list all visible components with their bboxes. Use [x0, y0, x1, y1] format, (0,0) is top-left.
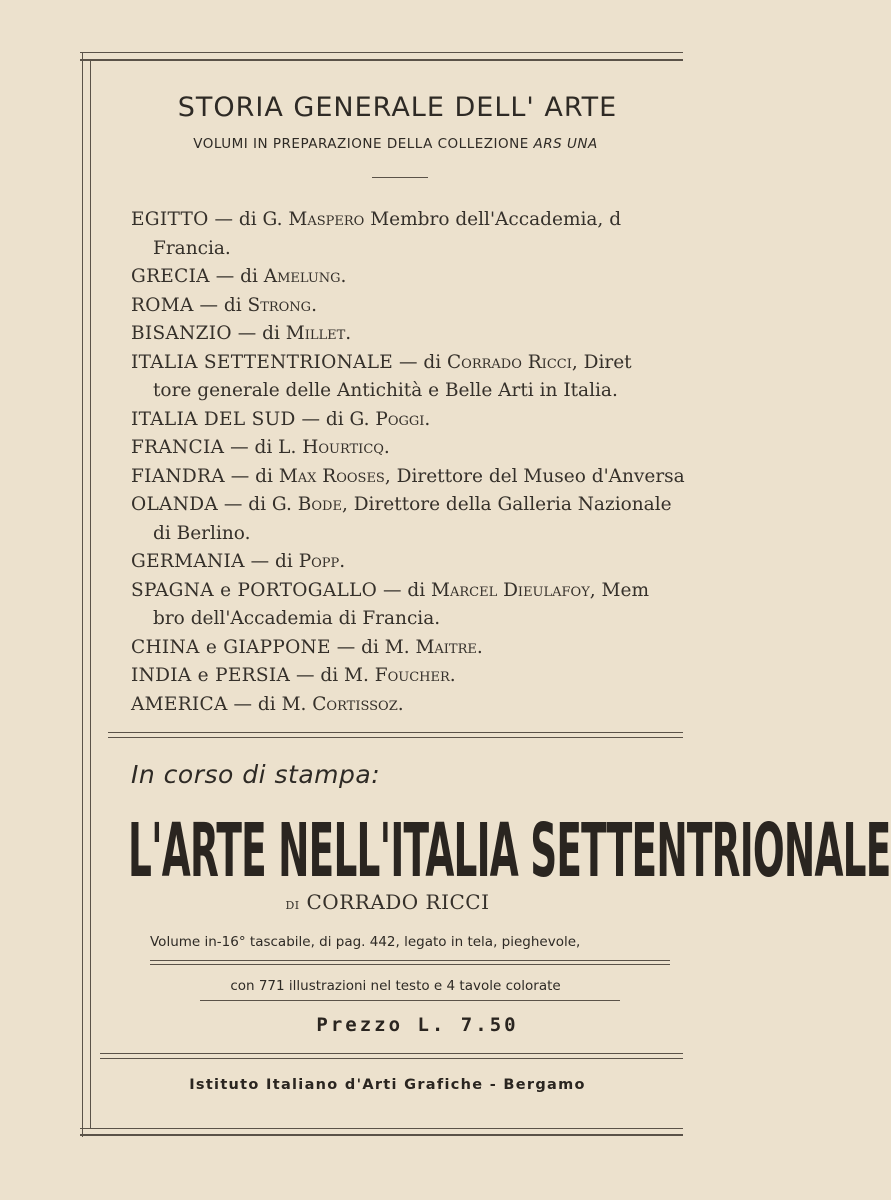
- volume-rule: [150, 960, 670, 961]
- volume-entry: BISANZIO — di Millet.: [131, 323, 352, 344]
- volume-list: [131, 206, 731, 719]
- volume-author: Corrado Ricci: [447, 351, 572, 373]
- volume-country: GERMANIA: [131, 551, 245, 572]
- volume-country: ITALIA SETTENTRIONALE: [131, 351, 394, 373]
- series-name: ARS UNA: [533, 136, 598, 152]
- volume-country: CHINA e GIAPPONE: [131, 636, 331, 658]
- volume-country: ITALIA DEL SUD: [131, 408, 296, 430]
- volume-description: Volume in-16° tascabile, di pag. 442, legato in tela, pieghevole,: [150, 934, 581, 950]
- book-title: L'ARTE NELL'ITALIA SETTENTRIONALE: [128, 808, 891, 895]
- volume-country: BISANZIO: [131, 323, 232, 344]
- volume-country: ROMA: [131, 294, 194, 316]
- volume-note: Membro dell'Accademia, d: [364, 209, 622, 230]
- volume-entry: FRANCIA — di L. Hourticq.: [131, 437, 390, 458]
- volume-author: G. Poggi.: [349, 408, 431, 430]
- subtitle-prefix: VOLUMI IN PREPARAZIONE DELLA COLLEZIONE: [193, 136, 529, 152]
- volume-author: Millet.: [285, 323, 352, 344]
- in-press-label: In corso di stampa:: [131, 760, 381, 789]
- volume-entry: AMERICA — di M. Cortissoz.: [131, 693, 404, 715]
- volume-entry: ITALIA SETTENTRIONALE — di Corrado Ricci, Diret tore generale delle Antichità e Belle Arti in Italia.: [131, 349, 731, 406]
- volume-country: AMERICA: [131, 693, 228, 715]
- bottom-rule-thick: [80, 1134, 683, 1136]
- page-subtitle: [92, 136, 691, 152]
- volume-author: M. Foucher.: [344, 665, 456, 686]
- page-title: STORIA GENERALE DELL' ARTE: [177, 92, 618, 123]
- top-rule-thick: [80, 59, 683, 61]
- author-name: CORRADO RICCI: [306, 890, 490, 914]
- volume-rule-2: [150, 964, 670, 965]
- volume-country: FIANDRA: [131, 465, 225, 487]
- volume-continuation: bro dell'Accademia di Francia.: [153, 608, 441, 629]
- publisher: Istituto Italiano d'Arti Grafiche - Bergamo: [189, 1077, 586, 1093]
- volume-author: Popp.: [298, 551, 346, 572]
- volume-entry: CHINA e GIAPPONE — di M. Maitre.: [131, 636, 483, 658]
- volume-entry: SPAGNA e PORTOGALLO — di Marcel Dieulafoy, Mem bro dell'Accademia di Francia.: [131, 577, 731, 634]
- price: Prezzo L. 7.50: [316, 1014, 519, 1036]
- volume-entry: INDIA e PERSIA — di M. Foucher.: [131, 665, 456, 686]
- volume-note: , Mem: [589, 579, 649, 601]
- volume-note: , Direttore della Galleria Nazionale: [341, 494, 672, 515]
- volume-author: G. Maspero: [262, 209, 365, 230]
- book-author: [92, 890, 683, 914]
- volume-continuation: tore generale delle Antichità e Belle Arti in Italia.: [153, 380, 618, 401]
- volume-author: M. Cortissoz.: [281, 693, 404, 715]
- volume-author: L. Hourticq.: [278, 437, 390, 458]
- left-frame-inner-rule: [90, 59, 91, 1129]
- volume-author: M. Maitre.: [384, 636, 483, 658]
- section-rule: [108, 732, 683, 733]
- publisher-rule: [100, 1053, 683, 1054]
- volume-country: OLANDA: [131, 494, 218, 515]
- volume-note: , Direttore del Museo d'Anversa: [384, 465, 685, 487]
- volume-entry: ITALIA DEL SUD — di G. Poggi.: [131, 408, 431, 430]
- volume-entry: EGITTO — di G. Maspero Membro dell'Accademia, d Francia.: [131, 206, 731, 263]
- author-prefix: di: [285, 895, 300, 913]
- volume-entry: OLANDA — di G. Bode, Direttore della Galleria Nazionale di Berlino.: [131, 491, 731, 548]
- volume-entry: GRECIA — di Amelung.: [131, 266, 347, 287]
- volume-country: SPAGNA e PORTOGALLO: [131, 579, 378, 601]
- bottom-rule: [80, 1128, 683, 1129]
- volume-entry: ROMA — di Strong.: [131, 294, 317, 316]
- volume-note: , Diret: [571, 351, 632, 373]
- volume-country: GRECIA: [131, 266, 210, 287]
- left-frame-rule: [82, 52, 83, 1137]
- volume-author: Strong.: [247, 294, 317, 316]
- volume-author: Marcel Dieulafoy: [431, 579, 590, 601]
- illustrations-description: con 771 illustrazioni nel testo e 4 tavole colorate: [230, 978, 561, 994]
- volume-country: EGITTO: [131, 209, 209, 230]
- title-divider: [372, 177, 428, 178]
- volume-entry: FIANDRA — di Max Rooses, Direttore del Museo d'Anversa: [131, 465, 685, 487]
- volume-entry: GERMANIA — di Popp.: [131, 551, 346, 572]
- volume-country: INDIA e PERSIA: [131, 665, 291, 686]
- top-rule: [80, 52, 683, 53]
- publisher-rule-2: [100, 1058, 683, 1059]
- ill-rule: [200, 1000, 620, 1001]
- volume-continuation: di Berlino.: [153, 522, 251, 544]
- volume-author: Amelung.: [263, 266, 347, 287]
- volume-country: FRANCIA: [131, 437, 225, 458]
- volume-author: Max Rooses: [278, 465, 385, 487]
- volume-continuation: Francia.: [153, 237, 231, 259]
- volume-author: G. Bode: [271, 494, 342, 515]
- section-rule-2: [108, 737, 683, 738]
